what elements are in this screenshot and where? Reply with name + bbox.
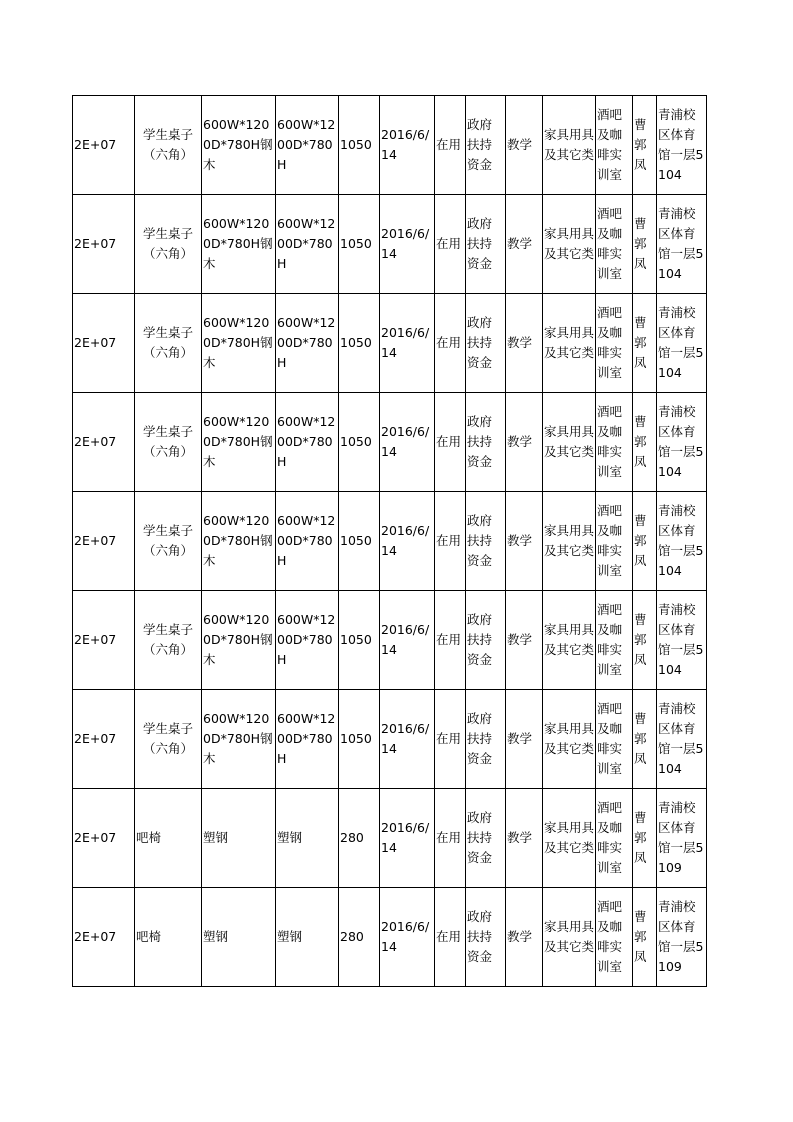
- spec-cell: 600W*1200D*780H钢木: [202, 294, 276, 393]
- asset-code-cell: 2E+07: [73, 888, 135, 987]
- location-cell: 青浦校区体育馆一层5104: [657, 393, 707, 492]
- asset-name-cell: 吧椅: [135, 789, 202, 888]
- status-cell: 在用: [435, 96, 466, 195]
- asset-code-cell: 2E+07: [73, 96, 135, 195]
- asset-code-cell: 2E+07: [73, 393, 135, 492]
- spec-cell: 塑钢: [202, 789, 276, 888]
- model-cell: 600W*1200D*780H: [276, 492, 339, 591]
- usage-cell: 教学: [506, 393, 543, 492]
- category-cell: 家具用具及其它类: [543, 492, 596, 591]
- keeper-cell: 曹郭凤: [633, 690, 657, 789]
- keeper-cell: 曹郭凤: [633, 294, 657, 393]
- model-cell: 600W*1200D*780H: [276, 690, 339, 789]
- table-row: [73, 492, 707, 591]
- asset-name-cell: 学生桌子（六角）: [135, 96, 202, 195]
- status-cell: 在用: [435, 789, 466, 888]
- usage-cell: 教学: [506, 96, 543, 195]
- room-cell: 酒吧及咖啡实训室: [596, 591, 633, 690]
- usage-cell: 教学: [506, 888, 543, 987]
- asset-name-cell: 学生桌子（六角）: [135, 492, 202, 591]
- keeper-cell: 曹郭凤: [633, 789, 657, 888]
- price-cell: 1050: [339, 96, 380, 195]
- price-cell: 1050: [339, 393, 380, 492]
- date-cell: 2016/6/14: [380, 393, 435, 492]
- location-cell: 青浦校区体育馆一层5104: [657, 96, 707, 195]
- asset-name-cell: 学生桌子（六角）: [135, 591, 202, 690]
- category-cell: 家具用具及其它类: [543, 690, 596, 789]
- status-cell: 在用: [435, 492, 466, 591]
- model-cell: 600W*1200D*780H: [276, 393, 339, 492]
- location-cell: 青浦校区体育馆一层5109: [657, 888, 707, 987]
- table-body: [73, 96, 707, 987]
- asset-name-cell: 学生桌子（六角）: [135, 393, 202, 492]
- usage-cell: 教学: [506, 789, 543, 888]
- model-cell: 600W*1200D*780H: [276, 96, 339, 195]
- model-cell: 塑钢: [276, 888, 339, 987]
- spec-cell: 600W*1200D*780H钢木: [202, 591, 276, 690]
- status-cell: 在用: [435, 591, 466, 690]
- keeper-cell: 曹郭凤: [633, 888, 657, 987]
- asset-name-cell: 学生桌子（六角）: [135, 195, 202, 294]
- spec-cell: 600W*1200D*780H钢木: [202, 690, 276, 789]
- asset-code-cell: 2E+07: [73, 492, 135, 591]
- date-cell: 2016/6/14: [380, 492, 435, 591]
- usage-cell: 教学: [506, 294, 543, 393]
- status-cell: 在用: [435, 393, 466, 492]
- spec-cell: 600W*1200D*780H钢木: [202, 195, 276, 294]
- category-cell: 家具用具及其它类: [543, 591, 596, 690]
- spec-cell: 塑钢: [202, 888, 276, 987]
- keeper-cell: 曹郭凤: [633, 96, 657, 195]
- table-row: [73, 888, 707, 987]
- price-cell: 1050: [339, 195, 380, 294]
- usage-cell: 教学: [506, 591, 543, 690]
- status-cell: 在用: [435, 690, 466, 789]
- table-row: [73, 393, 707, 492]
- fund-source-cell: 政府扶持资金: [466, 492, 506, 591]
- room-cell: 酒吧及咖啡实训室: [596, 888, 633, 987]
- keeper-cell: 曹郭凤: [633, 492, 657, 591]
- status-cell: 在用: [435, 195, 466, 294]
- category-cell: 家具用具及其它类: [543, 96, 596, 195]
- location-cell: 青浦校区体育馆一层5109: [657, 789, 707, 888]
- model-cell: 600W*1200D*780H: [276, 591, 339, 690]
- table-row: [73, 591, 707, 690]
- spec-cell: 600W*1200D*780H钢木: [202, 492, 276, 591]
- category-cell: 家具用具及其它类: [543, 294, 596, 393]
- asset-name-cell: 学生桌子（六角）: [135, 294, 202, 393]
- fund-source-cell: 政府扶持资金: [466, 888, 506, 987]
- usage-cell: 教学: [506, 195, 543, 294]
- table-row: [73, 789, 707, 888]
- room-cell: 酒吧及咖啡实训室: [596, 195, 633, 294]
- room-cell: 酒吧及咖啡实训室: [596, 492, 633, 591]
- room-cell: 酒吧及咖啡实训室: [596, 393, 633, 492]
- spec-cell: 600W*1200D*780H钢木: [202, 393, 276, 492]
- fund-source-cell: 政府扶持资金: [466, 294, 506, 393]
- location-cell: 青浦校区体育馆一层5104: [657, 591, 707, 690]
- asset-code-cell: 2E+07: [73, 195, 135, 294]
- table-row: [73, 294, 707, 393]
- price-cell: 280: [339, 888, 380, 987]
- date-cell: 2016/6/14: [380, 591, 435, 690]
- location-cell: 青浦校区体育馆一层5104: [657, 195, 707, 294]
- model-cell: 600W*1200D*780H: [276, 294, 339, 393]
- spec-cell: 600W*1200D*780H钢木: [202, 96, 276, 195]
- asset-code-cell: 2E+07: [73, 690, 135, 789]
- price-cell: 1050: [339, 591, 380, 690]
- table-row: [73, 96, 707, 195]
- asset-table: [72, 95, 707, 987]
- date-cell: 2016/6/14: [380, 789, 435, 888]
- fund-source-cell: 政府扶持资金: [466, 195, 506, 294]
- table-row: [73, 195, 707, 294]
- price-cell: 1050: [339, 294, 380, 393]
- date-cell: 2016/6/14: [380, 294, 435, 393]
- location-cell: 青浦校区体育馆一层5104: [657, 690, 707, 789]
- keeper-cell: 曹郭凤: [633, 393, 657, 492]
- location-cell: 青浦校区体育馆一层5104: [657, 294, 707, 393]
- category-cell: 家具用具及其它类: [543, 888, 596, 987]
- category-cell: 家具用具及其它类: [543, 195, 596, 294]
- price-cell: 280: [339, 789, 380, 888]
- model-cell: 塑钢: [276, 789, 339, 888]
- asset-code-cell: 2E+07: [73, 789, 135, 888]
- room-cell: 酒吧及咖啡实训室: [596, 294, 633, 393]
- asset-name-cell: 学生桌子（六角）: [135, 690, 202, 789]
- category-cell: 家具用具及其它类: [543, 789, 596, 888]
- model-cell: 600W*1200D*780H: [276, 195, 339, 294]
- date-cell: 2016/6/14: [380, 96, 435, 195]
- keeper-cell: 曹郭凤: [633, 195, 657, 294]
- keeper-cell: 曹郭凤: [633, 591, 657, 690]
- usage-cell: 教学: [506, 690, 543, 789]
- date-cell: 2016/6/14: [380, 888, 435, 987]
- room-cell: 酒吧及咖啡实训室: [596, 96, 633, 195]
- room-cell: 酒吧及咖啡实训室: [596, 690, 633, 789]
- fund-source-cell: 政府扶持资金: [466, 789, 506, 888]
- price-cell: 1050: [339, 690, 380, 789]
- location-cell: 青浦校区体育馆一层5104: [657, 492, 707, 591]
- asset-name-cell: 吧椅: [135, 888, 202, 987]
- date-cell: 2016/6/14: [380, 690, 435, 789]
- room-cell: 酒吧及咖啡实训室: [596, 789, 633, 888]
- date-cell: 2016/6/14: [380, 195, 435, 294]
- asset-code-cell: 2E+07: [73, 591, 135, 690]
- fund-source-cell: 政府扶持资金: [466, 393, 506, 492]
- fund-source-cell: 政府扶持资金: [466, 96, 506, 195]
- table-row: [73, 690, 707, 789]
- asset-code-cell: 2E+07: [73, 294, 135, 393]
- fund-source-cell: 政府扶持资金: [466, 690, 506, 789]
- usage-cell: 教学: [506, 492, 543, 591]
- fund-source-cell: 政府扶持资金: [466, 591, 506, 690]
- status-cell: 在用: [435, 888, 466, 987]
- status-cell: 在用: [435, 294, 466, 393]
- price-cell: 1050: [339, 492, 380, 591]
- category-cell: 家具用具及其它类: [543, 393, 596, 492]
